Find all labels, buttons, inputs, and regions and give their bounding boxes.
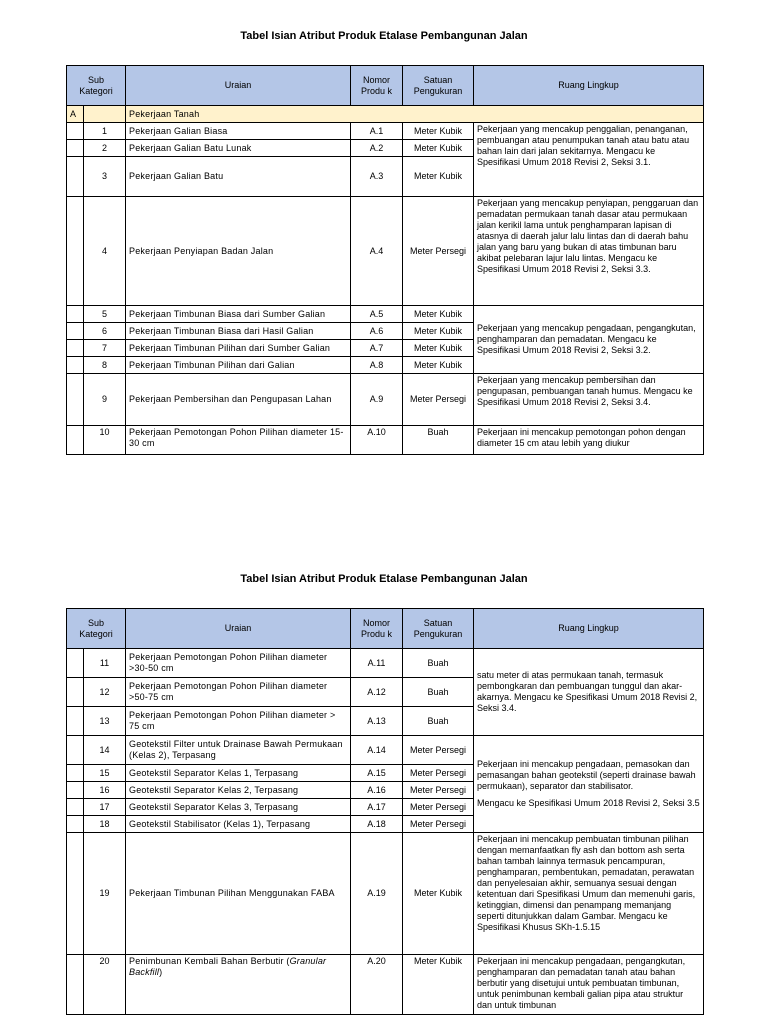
row-number: 15: [84, 765, 126, 782]
row-satuan: Meter Kubik: [403, 955, 474, 1015]
row-uraian: Pekerjaan Galian Biasa: [126, 123, 351, 140]
header-uraian: Uraian: [126, 609, 351, 649]
table-row: [67, 955, 704, 1015]
scope-geotekstil-ref: Mengacu ke Spesifikasi Umum 2018 Revisi 2, Seksi 3.5: [477, 798, 700, 808]
section-label: Pekerjaan Tanah: [126, 106, 704, 123]
row-nomor: A.5: [351, 306, 403, 323]
row-number: 6: [84, 323, 126, 340]
row-number: 9: [84, 374, 126, 426]
row-satuan: Meter Kubik: [403, 123, 474, 140]
header-uraian: Uraian: [126, 66, 351, 106]
row-satuan: Meter Persegi: [403, 816, 474, 833]
row-satuan: Meter Kubik: [403, 140, 474, 157]
row-nomor: A.7: [351, 340, 403, 357]
attribute-table-1: [66, 65, 704, 455]
row-number: 14: [84, 736, 126, 765]
row-satuan: Buah: [403, 707, 474, 736]
header-satuan: Satuan Pengukuran: [403, 66, 474, 106]
scope-timbunan: Pekerjaan yang mencakup pengadaan, pengangkutan, penghamparan dan pemadatan. Mengacu ke Spesifikasi Umum 2018 Revisi 2, Seksi 3.2.: [474, 306, 704, 374]
header-satuan: Satuan Pengukuran: [403, 609, 474, 649]
row-satuan: Meter Persegi: [403, 765, 474, 782]
scope-pembersihan: Pekerjaan yang mencakup pembersihan dan pengupasan, pembuangan tanah humus. Mengacu ke Spesifikasi Umum 2018 Revisi 2, Seksi 3.4.: [474, 374, 704, 426]
table-row: [67, 649, 704, 678]
row-uraian: Geotekstil Separator Kelas 2, Terpasang: [126, 782, 351, 799]
row-nomor: A.13: [351, 707, 403, 736]
row-uraian: Pekerjaan Galian Batu: [126, 157, 351, 197]
scope-geotekstil-text: Pekerjaan ini mencakup pengadaan, pemasokan dan pemasangan bahan geotekstil (seperti drainase bawah permukaan), separator dan stabilisator.: [477, 759, 696, 791]
row-satuan: Buah: [403, 426, 474, 455]
table-row: [67, 306, 704, 323]
row-number: 13: [84, 707, 126, 736]
table-row: [67, 736, 704, 765]
scope-galian: Pekerjaan yang mencakup penggalian, penanganan, pembuangan atau penumpukan tanah atau batu atau bahan lain dari jalan sekitarnya. Mengacu ke Spesifikasi Umum 2018 Revisi 2, Seksi 3.1.: [474, 123, 704, 197]
row-uraian: Geotekstil Stabilisator (Kelas 1), Terpasang: [126, 816, 351, 833]
row-nomor: A.3: [351, 157, 403, 197]
row-uraian: Pekerjaan Pemotongan Pohon Pilihan diameter >50-75 cm: [126, 678, 351, 707]
header-sub-kategori: Sub Kategori: [67, 66, 126, 106]
row-number: 17: [84, 799, 126, 816]
attribute-table-2: [66, 608, 704, 1015]
row-number: 16: [84, 782, 126, 799]
row-number: 2: [84, 140, 126, 157]
row-nomor: A.14: [351, 736, 403, 765]
row-nomor: A.1: [351, 123, 403, 140]
scope-pohon: Pekerjaan ini mencakup pemotongan pohon dengan diameter 15 cm atau lebih yang diukur: [474, 426, 704, 455]
row-satuan: Meter Kubik: [403, 323, 474, 340]
row-satuan: Buah: [403, 678, 474, 707]
row-satuan: Meter Kubik: [403, 833, 474, 955]
row-nomor: A.6: [351, 323, 403, 340]
row-uraian: Pekerjaan Pemotongan Pohon Pilihan diameter >30-50 cm: [126, 649, 351, 678]
row-nomor: A.16: [351, 782, 403, 799]
row-uraian: Pekerjaan Timbunan Biasa dari Sumber Galian: [126, 306, 351, 323]
scope-faba: Pekerjaan ini mencakup pembuatan timbunan pilihan dengan memanfaatkan fly ash dan bottom ash serta bahan tambah lainnya termasuk pencampuran, penghamparan, pembentukan, pemadatan, perawatan dan penyelesaian akhir, semuanya sesuai dengan ketentuan dari Spesifikasi Umum dan memenuhi garis, ketinggian, dimensi dan penampang memanjang seperti ditunjukkan dalam Gambar. Mengacu ke Spesifikasi Khusus SKh-1.5.15: [474, 833, 704, 955]
row-nomor: A.9: [351, 374, 403, 426]
row-number: 3: [84, 157, 126, 197]
row-uraian: Pekerjaan Timbunan Pilihan dari Galian: [126, 357, 351, 374]
row-number: 11: [84, 649, 126, 678]
row-uraian: Geotekstil Separator Kelas 1, Terpasang: [126, 765, 351, 782]
section-spacer: [84, 106, 126, 123]
row-nomor: A.12: [351, 678, 403, 707]
row-uraian: Geotekstil Separator Kelas 3, Terpasang: [126, 799, 351, 816]
row-uraian: [126, 955, 351, 1015]
header-sub-kategori: Sub Kategori: [67, 609, 126, 649]
row-uraian: Pekerjaan Timbunan Biasa dari Hasil Galian: [126, 323, 351, 340]
uraian-close: ): [159, 967, 163, 977]
row-nomor: A.8: [351, 357, 403, 374]
row-uraian: Pekerjaan Pemotongan Pohon Pilihan diameter 15-30 cm: [126, 426, 351, 455]
header-nomor-produk: Nomor Produ k: [351, 609, 403, 649]
row-number: 1: [84, 123, 126, 140]
row-satuan: Meter Kubik: [403, 157, 474, 197]
row-uraian: Geotekstil Filter untuk Drainase Bawah Permukaan (Kelas 2), Terpasang: [126, 736, 351, 765]
row-number: 18: [84, 816, 126, 833]
row-number: 7: [84, 340, 126, 357]
row-satuan: Meter Kubik: [403, 306, 474, 323]
row-satuan: Meter Kubik: [403, 357, 474, 374]
scope-penyiapan: Pekerjaan yang mencakup penyiapan, penggaruan dan pemadatan permukaan tanah dasar atau permukaan jalan kerikil lama untuk penghamparan lapisan di atasnya di daerah jalur lalu lintas dan di daerah bahu jalan yang baru yang bukan di atas timbunan baru akibat pelebaran lajur lalu lintas. Mengacu ke Spesifikasi Umum 2018 Revisi 2, Seksi 3.3.: [474, 197, 704, 306]
row-nomor: A.10: [351, 426, 403, 455]
table-row: [67, 123, 704, 140]
header-ruang-lingkup: Ruang Lingkup: [474, 66, 704, 106]
table-row: [67, 833, 704, 955]
scope-geotekstil: [474, 736, 704, 833]
table-title-1: Tabel Isian Atribut Produk Etalase Pembangunan Jalan: [240, 30, 528, 42]
row-satuan: Meter Kubik: [403, 340, 474, 357]
table-row: [67, 374, 704, 426]
row-nomor: A.17: [351, 799, 403, 816]
row-nomor: A.19: [351, 833, 403, 955]
row-number: 12: [84, 678, 126, 707]
row-nomor: A.20: [351, 955, 403, 1015]
table-row: [67, 426, 704, 455]
uraian-italic: Granular Backfill: [129, 956, 327, 977]
table-title-2: Tabel Isian Atribut Produk Etalase Pembangunan Jalan: [240, 573, 528, 585]
row-nomor: A.2: [351, 140, 403, 157]
row-nomor: A.18: [351, 816, 403, 833]
header-ruang-lingkup: Ruang Lingkup: [474, 609, 704, 649]
row-uraian: Pekerjaan Galian Batu Lunak: [126, 140, 351, 157]
section-code: A: [67, 106, 84, 123]
uraian-text: Penimbunan Kembali Bahan Berbutir (: [129, 956, 290, 966]
row-satuan: Meter Persegi: [403, 197, 474, 306]
row-number: 20: [84, 955, 126, 1015]
row-uraian: Pekerjaan Timbunan Pilihan Menggunakan FABA: [126, 833, 351, 955]
row-number: 8: [84, 357, 126, 374]
row-number: 5: [84, 306, 126, 323]
row-uraian: Pekerjaan Pemotongan Pohon Pilihan diameter > 75 cm: [126, 707, 351, 736]
row-satuan: Meter Persegi: [403, 736, 474, 765]
row-number: 10: [84, 426, 126, 455]
scope-backfill: Pekerjaan ini mencakup pengadaan, pengangkutan, penghamparan dan pemadatan tanah atau bahan berbutir yang disetujui untuk pembuatan timbunan, untuk penimbunan kembali galian pipa atau struktur dan untuk timbunan: [474, 955, 704, 1015]
row-satuan: Meter Persegi: [403, 374, 474, 426]
row-uraian: Pekerjaan Pembersihan dan Pengupasan Lahan: [126, 374, 351, 426]
row-satuan: Buah: [403, 649, 474, 678]
table-row: [67, 197, 704, 306]
row-number: 19: [84, 833, 126, 955]
row-satuan: Meter Persegi: [403, 782, 474, 799]
row-uraian: Pekerjaan Timbunan Pilihan dari Sumber Galian: [126, 340, 351, 357]
scope-pohon-lanjutan: satu meter di atas permukaan tanah, termasuk pembongkaran dan pembuangan tunggul dan akar-akarnya. Mengacu ke Spesifikasi Umum 2018 Revisi 2, Seksi 3.4.: [474, 649, 704, 736]
header-nomor-produk: Nomor Produ k: [351, 66, 403, 106]
row-satuan: Meter Persegi: [403, 799, 474, 816]
row-number: 4: [84, 197, 126, 306]
row-nomor: A.15: [351, 765, 403, 782]
row-nomor: A.11: [351, 649, 403, 678]
row-nomor: A.4: [351, 197, 403, 306]
row-uraian: Pekerjaan Penyiapan Badan Jalan: [126, 197, 351, 306]
